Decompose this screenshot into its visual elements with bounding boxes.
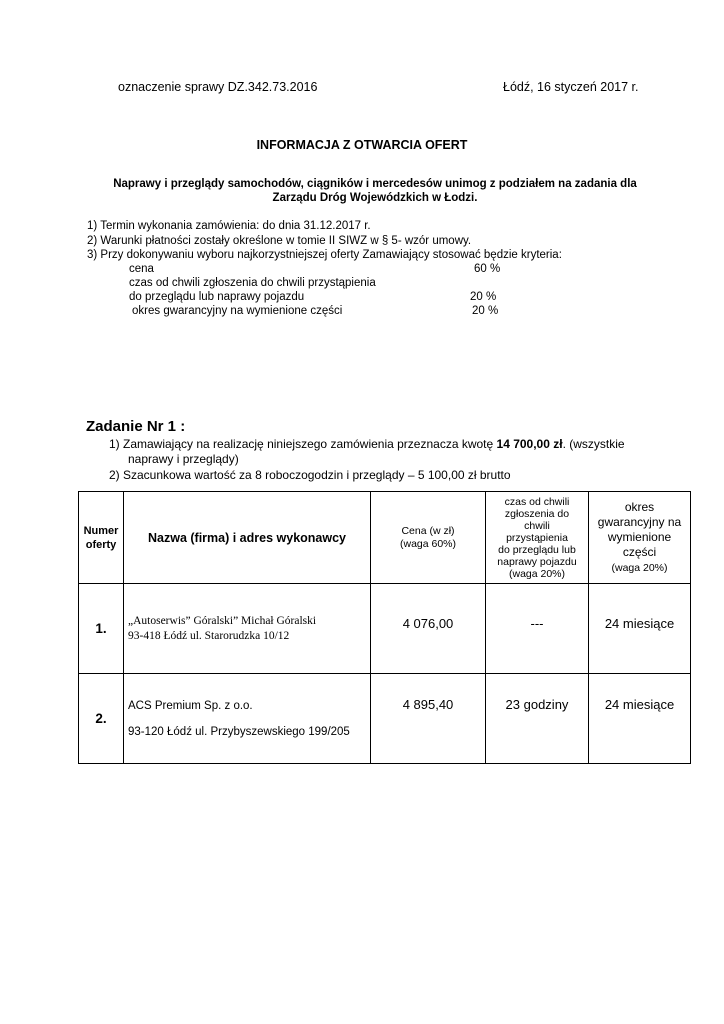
task-item-2: 2) Szacunkowa wartość za 8 roboczogodzin i przeglądy – 5 100,00 zł brutto — [109, 468, 511, 482]
row-offer-number: 1. — [79, 584, 124, 674]
row-firm-address: 93-120 Łódź ul. Przybyszewskiego 199/205 — [128, 725, 350, 738]
header-time-line-1: czas od chwili — [504, 495, 570, 508]
header-time-line-4: przystąpienia — [506, 531, 568, 544]
header-offer-number-line-2: oferty — [85, 538, 117, 551]
case-reference: oznaczenie sprawy DZ.342.73.2016 — [118, 80, 318, 94]
row-firm — [124, 674, 371, 764]
row-warranty: 24 miesiące — [589, 584, 691, 674]
criterion-time-label-1: czas od chwili zgłoszenia do chwili przystąpienia — [129, 277, 376, 289]
header-time-line-3: chwili — [524, 519, 550, 532]
header-price-line-1: Cena (w zł) — [401, 524, 455, 537]
table-header-row — [79, 492, 691, 584]
criterion-time-weight: 20 % — [470, 291, 497, 303]
row-response-time: 23 godziny — [486, 674, 589, 764]
task-item-1-suffix: . (wszystkie — [562, 437, 625, 451]
header-price-line-2: (waga 60%) — [399, 537, 457, 550]
header-offer-number-line-1: Numer — [83, 524, 119, 537]
header-warranty-line-4: części — [622, 544, 657, 559]
condition-2: 2) Warunki płatności zostały określone w tomie II SIWZ w § 5- wzór umowy. — [87, 235, 472, 247]
task-amount: 14 700,00 zł — [496, 437, 563, 451]
criterion-warranty-weight: 20 % — [472, 305, 499, 317]
criterion-price-label: cena — [129, 263, 154, 275]
header-time-line-6: naprawy pojazdu — [497, 555, 577, 568]
row-firm — [124, 584, 371, 674]
header-response-time — [486, 492, 589, 584]
header-warranty-line-2: gwarancyjny na — [597, 514, 682, 529]
header-warranty-line-3: wymienione — [607, 529, 672, 544]
row-offer-number: 2. — [79, 674, 124, 764]
row-firm-name: „Autoserwis” Góralski” Michał Góralski — [128, 614, 317, 627]
task-item-1-continuation: naprawy i przeglądy) — [128, 452, 239, 466]
header-warranty-line-1: okres — [624, 499, 655, 514]
condition-1: 1) Termin wykonania zamówienia: do dnia 31.12.2017 r. — [87, 220, 371, 232]
row-firm-address: 93-418 Łódź ul. Starorudzka 10/12 — [128, 629, 290, 642]
header-price — [371, 492, 486, 584]
header-time-line-5: do przeglądu lub — [498, 543, 576, 556]
row-warranty: 24 miesiące — [589, 674, 691, 764]
task-title: Zadanie Nr 1 : — [86, 418, 186, 435]
place-date: Łódź, 16 styczeń 2017 r. — [503, 80, 639, 94]
header-offer-number — [79, 492, 124, 584]
header-time-line-7: (waga 20%) — [508, 567, 566, 580]
row-firm-name: ACS Premium Sp. z o.o. — [128, 699, 253, 712]
row-price: 4 895,40 — [371, 674, 486, 764]
header-warranty — [589, 492, 691, 584]
header-warranty-line-5: (waga 20%) — [611, 561, 668, 574]
subtitle — [80, 177, 670, 205]
task-item-1 — [109, 437, 625, 451]
offers-table — [78, 491, 691, 764]
table-row — [79, 674, 691, 764]
subtitle-line-2: Zarządu Dróg Wojewódzkich w Łodzi. — [272, 192, 478, 204]
page-title: INFORMACJA Z OTWARCIA OFERT — [256, 138, 468, 152]
row-price: 4 076,00 — [371, 584, 486, 674]
condition-3: 3) Przy dokonywaniu wyboru najkorzystniejszej oferty Zamawiający stosować będzie kryteria: — [87, 249, 562, 261]
header-time-line-2: zgłoszenia do — [504, 507, 570, 520]
table-row — [79, 584, 691, 674]
criterion-time-label-2: do przeglądu lub naprawy pojazdu — [129, 291, 305, 303]
header-firm-name: Nazwa (firma) i adres wykonawcy — [124, 492, 371, 584]
subtitle-line-1: Naprawy i przeglądy samochodów, ciągników i mercedesów unimog z podziałem na zadania dla — [113, 178, 637, 190]
criterion-price-weight: 60 % — [474, 263, 501, 275]
criterion-warranty-label: okres gwarancyjny na wymienione części — [132, 305, 343, 317]
row-response-time: --- — [486, 584, 589, 674]
task-item-1-prefix: 1) Zamawiający na realizację niniejszego zamówienia przeznacza kwotę — [109, 437, 497, 451]
